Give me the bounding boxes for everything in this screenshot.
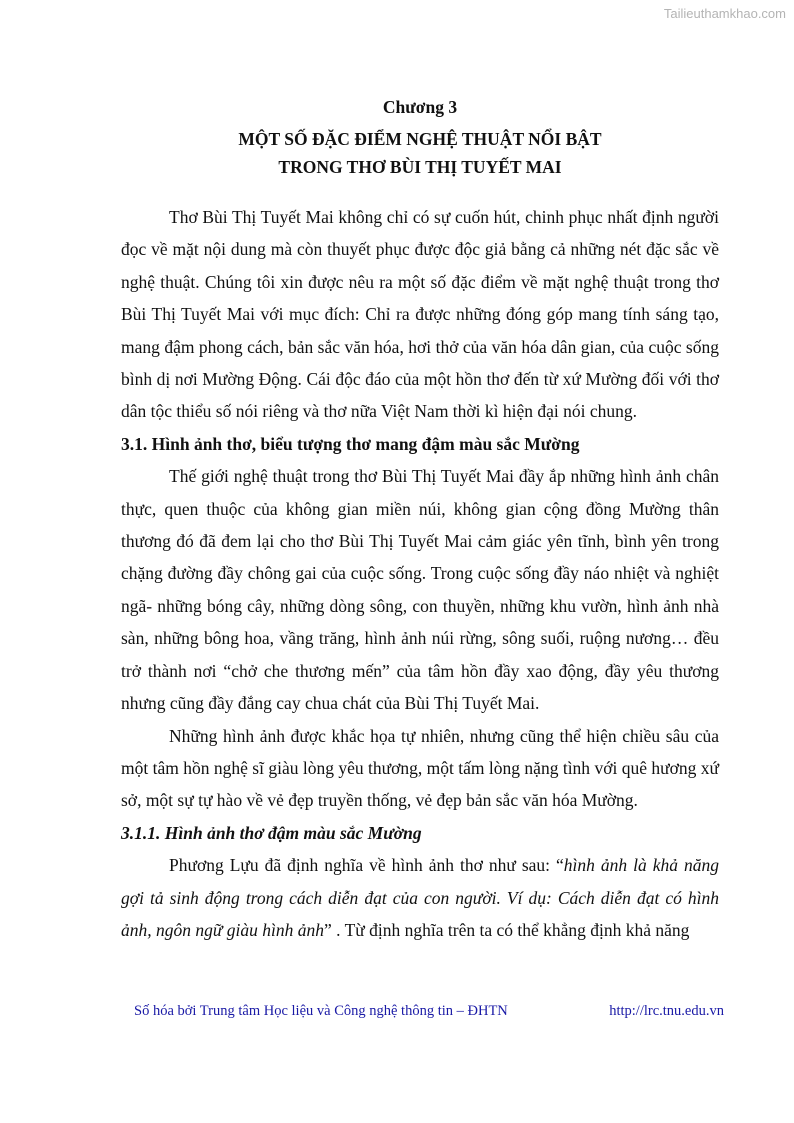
section-paragraph-1: Thế giới nghệ thuật trong thơ Bùi Thị Tuyết Mai đầy ắp những hình ảnh chân thực, quen thuộc của không gian miền núi, không gian cộng đồng Mường thân thương đó đã đem lại cho thơ Bùi Thị Tuyết Mai cảm giác yên tĩnh, bình yên trong chặng đường đầy chông gai của cuộc sống. Trong cuộc sống đầy náo nhiệt và nghiệt ngã- những bóng cây, những dòng sông, con thuyền, những khu vườn, hình ảnh nhà sàn, những bông hoa, vầng trăng, hình ảnh núi rừng, sông suối, ruộng nương… đều trở thành nơi “chở che thương mến” của tâm hồn đầy xao động, đầy yêu thương nhưng cũng đầy đắng cay chua chát của Bùi Thị Tuyết Mai. — [121, 466, 719, 714]
paragraph-tail-text: ” . Từ định nghĩa trên ta có thể khẳng định khả năng — [324, 919, 690, 940]
chapter-label: Chương 3 — [382, 97, 458, 117]
page-footer — [134, 1003, 724, 1020]
subsection-paragraph-1 — [121, 849, 719, 946]
subsection-heading: 3.1.1. Hình ảnh thơ đậm màu sắc Mường — [121, 822, 422, 843]
intro-paragraph: Thơ Bùi Thị Tuyết Mai không chỉ có sự cuốn hút, chinh phục nhất định người đọc về mặt nội dung mà còn thuyết phục được độc giả bằng cả những nét đặc sắc về nghệ thuật. Chúng tôi xin được nêu ra một số đặc điểm về mặt nghệ thuật trong thơ Bùi Thị Tuyết Mai với mục đích: Chỉ ra được những đóng góp mang tính sáng tạo, mang đậm phong cách, bản sắc văn hóa, hơi thở của văn hóa dân gian, của cuộc sống bình dị nơi Mường Động. Cái độc đáo của một hồn thơ đến từ xứ Mường đối với thơ dân tộc thiểu số nói riêng và thơ nữa Việt Nam thời kì hiện đại nói chung. — [121, 207, 719, 422]
footer-url[interactable]: http://lrc.tnu.edu.vn — [609, 1003, 724, 1019]
quoted-definition: hình ảnh là khả năng gợi tả sinh động trong cách diễn đạt của con người. Ví dụ: Cách diễn đạt có hình ảnh, ngôn ngữ giàu hình ảnh — [121, 855, 719, 940]
chapter-title-line-1: MỘT SỐ ĐẶC ĐIỂM NGHỆ THUẬT NỔI BẬT — [238, 129, 602, 149]
document-page — [121, 95, 719, 946]
paragraph-lead-text: Phương Lựu đã định nghĩa về hình ảnh thơ như sau: “ — [169, 855, 564, 876]
watermark: Tailieuthamkhao.com — [663, 6, 786, 21]
section-heading: 3.1. Hình ảnh thơ, biểu tượng thơ mang đậm màu sắc Mường — [121, 433, 580, 454]
footer-credit: Số hóa bởi Trung tâm Học liệu và Công nghệ thông tin – ĐHTN — [134, 1003, 508, 1019]
section-paragraph-2: Những hình ảnh được khắc họa tự nhiên, nhưng cũng thể hiện chiều sâu của một tâm hồn nghệ sĩ giàu lòng yêu thương, một tấm lòng nặng tình với quê hương xứ sở, một sự tự hào về vẻ đẹp truyền thống, vẻ đẹp bản sắc văn hóa Mường. — [121, 725, 719, 811]
chapter-title-line-2: TRONG THƠ BÙI THỊ TUYẾT MAI — [278, 157, 562, 177]
